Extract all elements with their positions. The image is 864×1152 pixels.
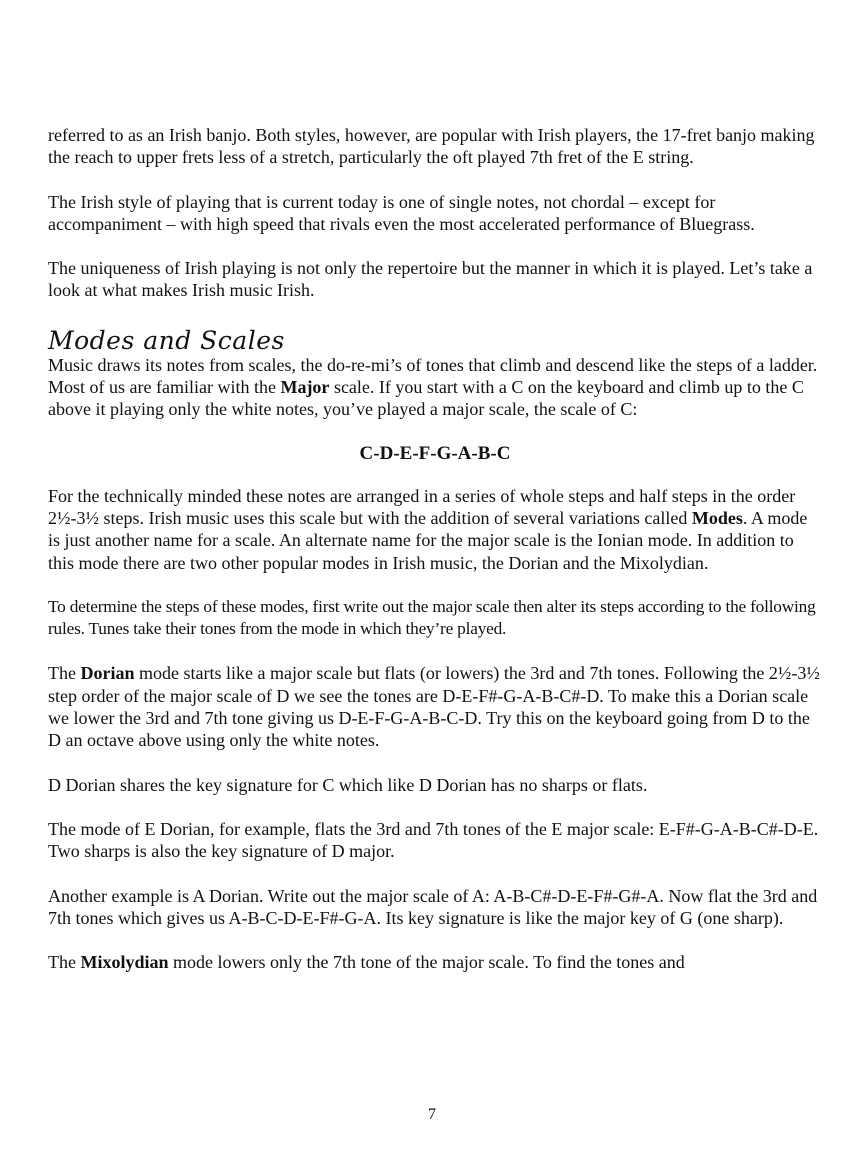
scale-of-c: C-D-E-F-G-A-B-C (359, 442, 511, 464)
text-segment: scale. If you start with a C on the keyboard and climb up to the C above it playing only the white notes, you’ve played a major scale, the scale of C: (48, 377, 804, 420)
text-segment: For the technically minded these notes are arranged in a series of whole steps and half steps in the order 2½-3½ steps. Irish music uses this scale but with the addition of several variations called (48, 485, 796, 528)
paragraph-uniqueness: The uniqueness of Irish playing is not only the repertoire but the manner in which it is played. Let’s take a look at what makes Irish music Irish. (48, 258, 813, 301)
bold-term-dorian: Dorian (80, 663, 135, 684)
text-segment: . A mode is just another name for a scale. An alternate name for the major scale is the Ionian mode. In addition to this mode there are two other popular modes in Irish music, the Dorian and the Mixolydian. (48, 507, 808, 573)
bold-term-modes: Modes (691, 507, 743, 528)
paragraph-modes (48, 485, 822, 574)
text-segment: The (48, 663, 81, 684)
text-segment: Music draws its notes from scales, the do-re-mi’s of tones that climb and descend like the steps of a ladder. Most of us are familiar with the (48, 354, 818, 398)
paragraph-a-dorian: Another example is A Dorian. Write out the major scale of A: A-B-C#-D-E-F#-G#-A. Now flat the 3rd and 7th tones which gives us A-B-C-D-E-F#-G-A. Its key signature is like the major key of G (one sharp). (48, 885, 818, 928)
paragraph-mixolydian (48, 951, 822, 973)
paragraph-dorian (48, 662, 822, 751)
page-number: 7 (428, 1106, 436, 1123)
text-segment: mode lowers only the 7th tone of the major scale. To find the tones and (168, 952, 685, 973)
bold-term-major: Major (280, 377, 330, 398)
paragraph-e-dorian: The mode of E Dorian, for example, flats the 3rd and 7th tones of the E major scale: E-F#-G-A-B-C#-D-E. Two sharps is also the key signature of D major. (48, 818, 819, 862)
page-body (48, 124, 822, 995)
text-segment: mode starts like a major scale but flats (or lowers) the 3rd and 7th tones. Following the 2½-3½ step order of the major scale of D we see the tones are D-E-F#-G-A-B-C#-D. To make this a Dorian scale we lower the 3rd and 7th tone giving us D-E-F-G-A-B-C-D. Try this on the keyboard going from D to the D an octave above using only the white notes. (48, 663, 820, 751)
bold-term-mixolydian: Mixolydian (80, 952, 169, 973)
paragraph-irish-banjo: referred to as an Irish banjo. Both styles, however, are popular with Irish players, the 17-fret banjo making the reach to upper frets less of a stretch, particularly the oft played 7th fret of the E string. (48, 125, 815, 168)
paragraph-scales-intro (48, 354, 822, 421)
text-segment: The (48, 952, 81, 973)
paragraph-d-dorian: D Dorian shares the key signature for C which like D Dorian has no sharps or flats. (48, 774, 648, 795)
section-heading: Modes and Scales (48, 325, 285, 355)
paragraph-determine-steps: To determine the steps of these modes, first write out the major scale then alter its steps according to the following rules. Tunes take their tones from the mode in which they’re played. (48, 596, 816, 639)
paragraph-irish-style: The Irish style of playing that is current today is one of single notes, not chordal – except for accompaniment – with high speed that rivals even the most accelerated performance of Bluegrass. (48, 191, 755, 234)
